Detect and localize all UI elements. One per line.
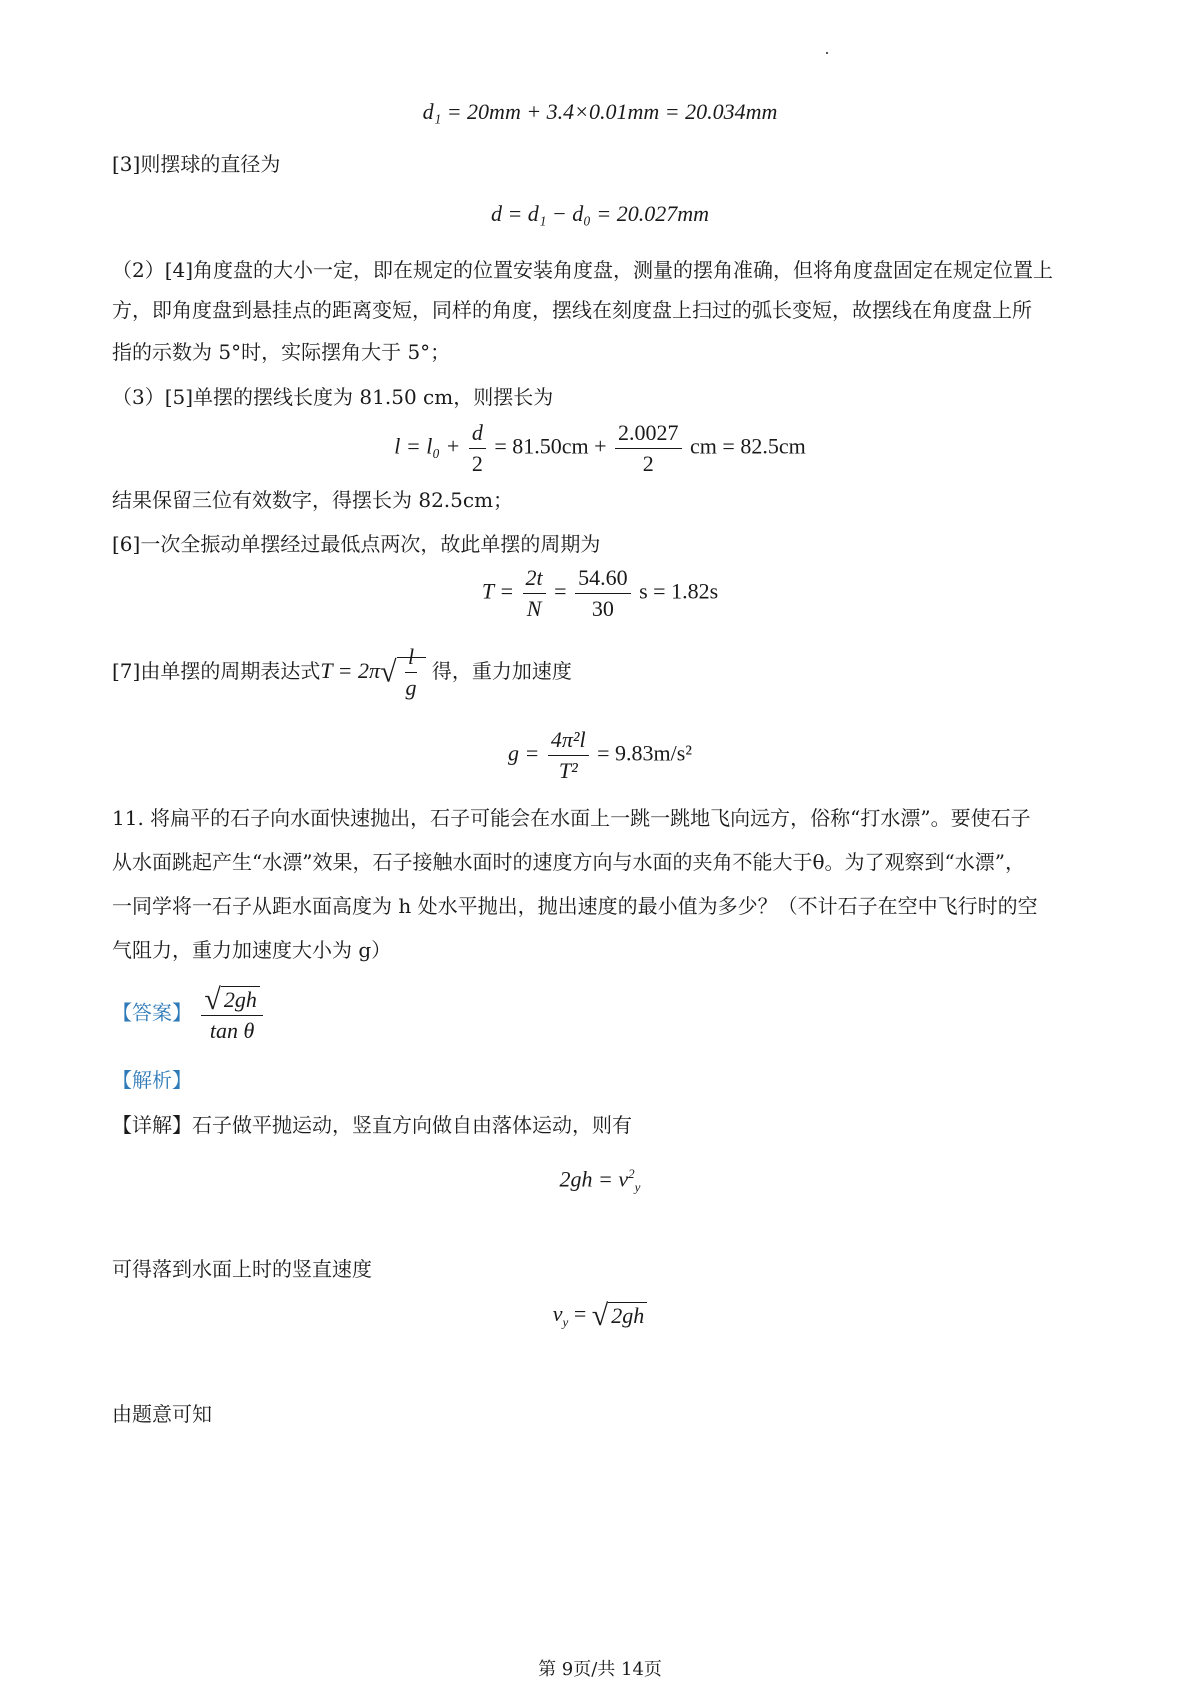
text-line: [6]一次全振动单摆经过最低点两次，故此单摆的周期为	[112, 532, 601, 556]
fraction	[548, 725, 589, 786]
text-part: 得，重力加速度	[431, 659, 572, 683]
square-root	[592, 1300, 647, 1331]
fraction	[469, 418, 486, 479]
numerator: 54.60	[575, 563, 631, 594]
question-11-line: 气阻力，重力加速度大小为 g）	[112, 938, 392, 962]
question-11-line: 从水面跳起产生“水漂”效果，石子接触水面时的速度方向与水面的夹角不能大于θ。为了观察到“水漂”，	[112, 850, 1025, 874]
answer-line	[112, 982, 266, 1046]
numerator: l	[405, 642, 417, 673]
fraction	[403, 642, 420, 703]
speck	[826, 52, 828, 54]
equation-free-fall	[0, 1160, 1200, 1202]
eq-part: v	[552, 1301, 563, 1326]
answer-fraction	[201, 982, 262, 1046]
equation-period	[0, 563, 1200, 624]
detail-line	[112, 1111, 632, 1139]
equation-vertical-speed	[0, 1300, 1200, 1336]
equation-gravity	[0, 725, 1200, 786]
answer-label: 【答案】	[112, 1000, 192, 1025]
denominator: 30	[591, 596, 614, 621]
eq-superscript: 2	[628, 1166, 635, 1181]
denominator: tan θ	[209, 1017, 255, 1043]
eq-part: g =	[508, 740, 540, 766]
eq-part: =	[573, 1301, 587, 1326]
text-line: 方，即角度盘到悬挂点的距离变短，同样的角度，摆线在刻度盘上扫过的弧长变短，故摆线在角度盘上所	[112, 298, 1032, 322]
denominator: N	[526, 596, 542, 621]
eq-subscript: y	[562, 1314, 569, 1330]
denominator: 2	[471, 451, 483, 476]
text-part: [7]由单摆的周期表达式	[112, 659, 321, 683]
text-line: 指的示数为 5°时，实际摆角大于 5°；	[112, 340, 451, 364]
page-footer: 第 9页/共 14页	[538, 1659, 662, 1680]
numerator: 4π²l	[548, 725, 589, 756]
eq-part: T = 2π	[320, 658, 381, 683]
numerator: d	[469, 418, 486, 449]
equation-d: d = d₁ − d₀ = 20.027mm	[490, 201, 710, 226]
eq-part: = 9.83m/s²	[597, 740, 692, 766]
square-root	[204, 983, 259, 1015]
equation-d1: d₁ = 20mm + 3.4×0.01mm = 20.034mm	[422, 99, 778, 124]
numerator: 2.0027	[615, 418, 682, 449]
numerator	[201, 982, 262, 1016]
radicand: 2gh	[608, 1302, 647, 1328]
text-line: 由题意可知	[112, 1402, 212, 1426]
fraction	[615, 418, 682, 479]
eq-part: l = l₀ +	[394, 433, 461, 459]
text-line: 可得落到水面上时的竖直速度	[112, 1257, 372, 1281]
eq-part: = 81.50cm +	[494, 433, 607, 459]
denominator: g	[405, 675, 417, 700]
text-line: （2）[4]角度盘的大小一定，即在规定的位置安装角度盘，测量的摆角准确，但将角度盘固定在规定位置上	[112, 258, 1054, 282]
fraction	[575, 563, 631, 624]
question-11-line: 一同学将一石子从距水面高度为 h 处水平抛出，抛出速度的最小值为多少？（不计石子在空中飞行时的空	[112, 894, 1038, 918]
radicand	[397, 644, 426, 700]
radical-sign: √	[380, 655, 397, 689]
text-line: （3）[5]单摆的摆线长度为 81.50 cm，则摆长为	[112, 385, 554, 409]
analysis-label: 【解析】	[112, 1068, 192, 1092]
numerator: 2t	[523, 563, 546, 594]
text-line: [3]则摆球的直径为	[112, 152, 281, 176]
eq-part: =	[554, 578, 567, 604]
denominator: 2	[642, 451, 654, 476]
eq-subscript: y	[634, 1179, 641, 1195]
radical-sign: √	[591, 1299, 609, 1333]
fraction	[523, 563, 546, 624]
eq-part: 2gh = v	[559, 1166, 629, 1192]
radical-sign: √	[204, 982, 221, 1016]
detail-text: 石子做平抛运动，竖直方向做自由落体运动，则有	[192, 1113, 632, 1137]
detail-label: 【详解】	[112, 1113, 192, 1137]
eq-part: cm = 82.5cm	[690, 433, 806, 459]
denominator: T²	[558, 758, 578, 783]
square-root	[380, 642, 425, 703]
equation-pendulum-length	[0, 418, 1200, 479]
eq-part: T =	[481, 578, 515, 604]
radicand: 2gh	[221, 986, 260, 1012]
text-line-period-formula	[112, 642, 572, 703]
text-line: 结果保留三位有效数字，得摆长为 82.5cm；	[112, 488, 514, 512]
question-11-line: 11. 将扁平的石子向水面快速抛出，石子可能会在水面上一跳一跳地飞向远方，俗称“打水漂”。要使石子	[112, 806, 1031, 830]
eq-part: s = 1.82s	[639, 578, 719, 604]
